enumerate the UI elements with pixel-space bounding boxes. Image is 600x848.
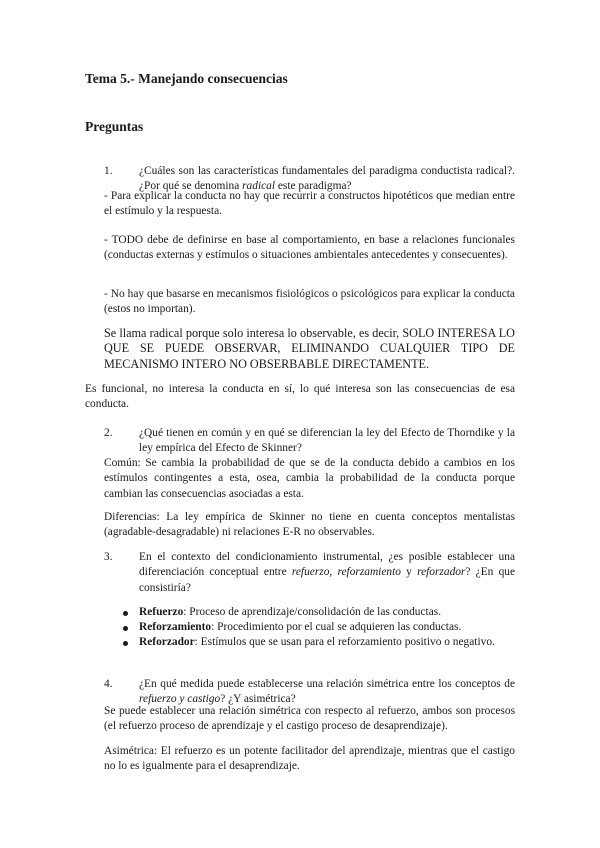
question-1-number: 1. bbox=[104, 165, 113, 177]
question-4-number: 4. bbox=[104, 678, 113, 690]
question-2-number: 2. bbox=[104, 427, 113, 439]
q3-bullet-reforzamiento: Reforzamiento: Procedimiento por el cual se adquieren las conductas. bbox=[139, 621, 462, 633]
section-heading: Preguntas bbox=[85, 119, 144, 134]
question-2-text: ¿Qué tienen en común y en qué se diferencian la ley del Efecto de Thorndike y la ley empírica del Efecto de Skinner? bbox=[139, 427, 515, 455]
q2-diferencias-answer: Diferencias: La ley empírica de Skinner no tiene en cuenta conceptos mentalistas (agradable-desagradable) ni relaciones E-R no observables. bbox=[104, 511, 515, 539]
bullet-icon bbox=[123, 641, 128, 646]
page-title: Tema 5.- Manejando consecuencias bbox=[85, 71, 288, 86]
question-4-text: ¿En qué medida puede establecerse una relación simétrica entre los conceptos de refuerzo y castigo? ¿Y asimétrica? bbox=[139, 678, 515, 706]
q1-answer-3: - No hay que basarse en mecanismos fisiológicos o psicológicos para explicar la conducta (estos no importan). bbox=[104, 288, 515, 316]
q1-answer-2: - TODO debe de definirse en base al comportamiento, en base a relaciones funcionales (conductas externas y estímulos o situaciones ambientales antecedentes y consecuentes). bbox=[104, 234, 515, 262]
question-1-text: ¿Cuáles son las características fundamentales del paradigma conductista radical?. ¿Por qué se denomina radical este paradigma? bbox=[139, 165, 515, 193]
q4-asimetrica-answer: Asimétrica: El refuerzo es un potente facilitador del aprendizaje, mientras que el castigo no lo es igualmente para el desaprendizaje. bbox=[104, 745, 515, 773]
q3-bullet-reforzador: Reforzador: Estímulos que se usan para el reforzamiento positivo o negativo. bbox=[139, 636, 495, 648]
q1-answer-1: - Para explicar la conducta no hay que recurrir a constructos hipotéticos que median entre el estímulo y la respuesta. bbox=[104, 190, 515, 218]
q3-bullet-refuerzo: Refuerzo: Proceso de aprendizaje/consolidación de las conductas. bbox=[139, 606, 442, 618]
question-3-text: En el contexto del condicionamiento instrumental, ¿es posible establecer una diferenciación conceptual entre refuerzo, reforzamiento y reforzador? ¿En que consistiría? bbox=[139, 551, 516, 594]
question-3-number: 3. bbox=[104, 551, 113, 563]
q1-funcional-note: Es funcional, no interesa la conducta en sí, lo qué interesa son las consecuencias de esa conducta. bbox=[85, 383, 515, 411]
bullet-icon bbox=[123, 611, 128, 616]
q1-radical-explanation: Se llama radical porque solo interesa lo observable, es decir, SOLO INTERESA LO QUE SE PUEDE OBSERVAR, ELIMINANDO CUALQUIER TIPO DE MECANISMO INTERO NO OBSERBABLE DIRECTAMENTE. bbox=[104, 326, 515, 371]
bullet-icon bbox=[123, 626, 128, 631]
q4-simetrica-answer: Se puede establecer una relación simétrica con respecto al refuerzo, ambos son procesos (el refuerzo proceso de aprendizaje y el castigo proceso de desaprendizaje). bbox=[104, 705, 515, 733]
q2-comun-answer: Común: Se cambia la probabilidad de que se de la conducta debido a cambios en los estímulos contingentes a esta, osea, cambia la probabilidad de la conducta porque cambian las consecuencias asociadas a esta. bbox=[104, 457, 515, 500]
